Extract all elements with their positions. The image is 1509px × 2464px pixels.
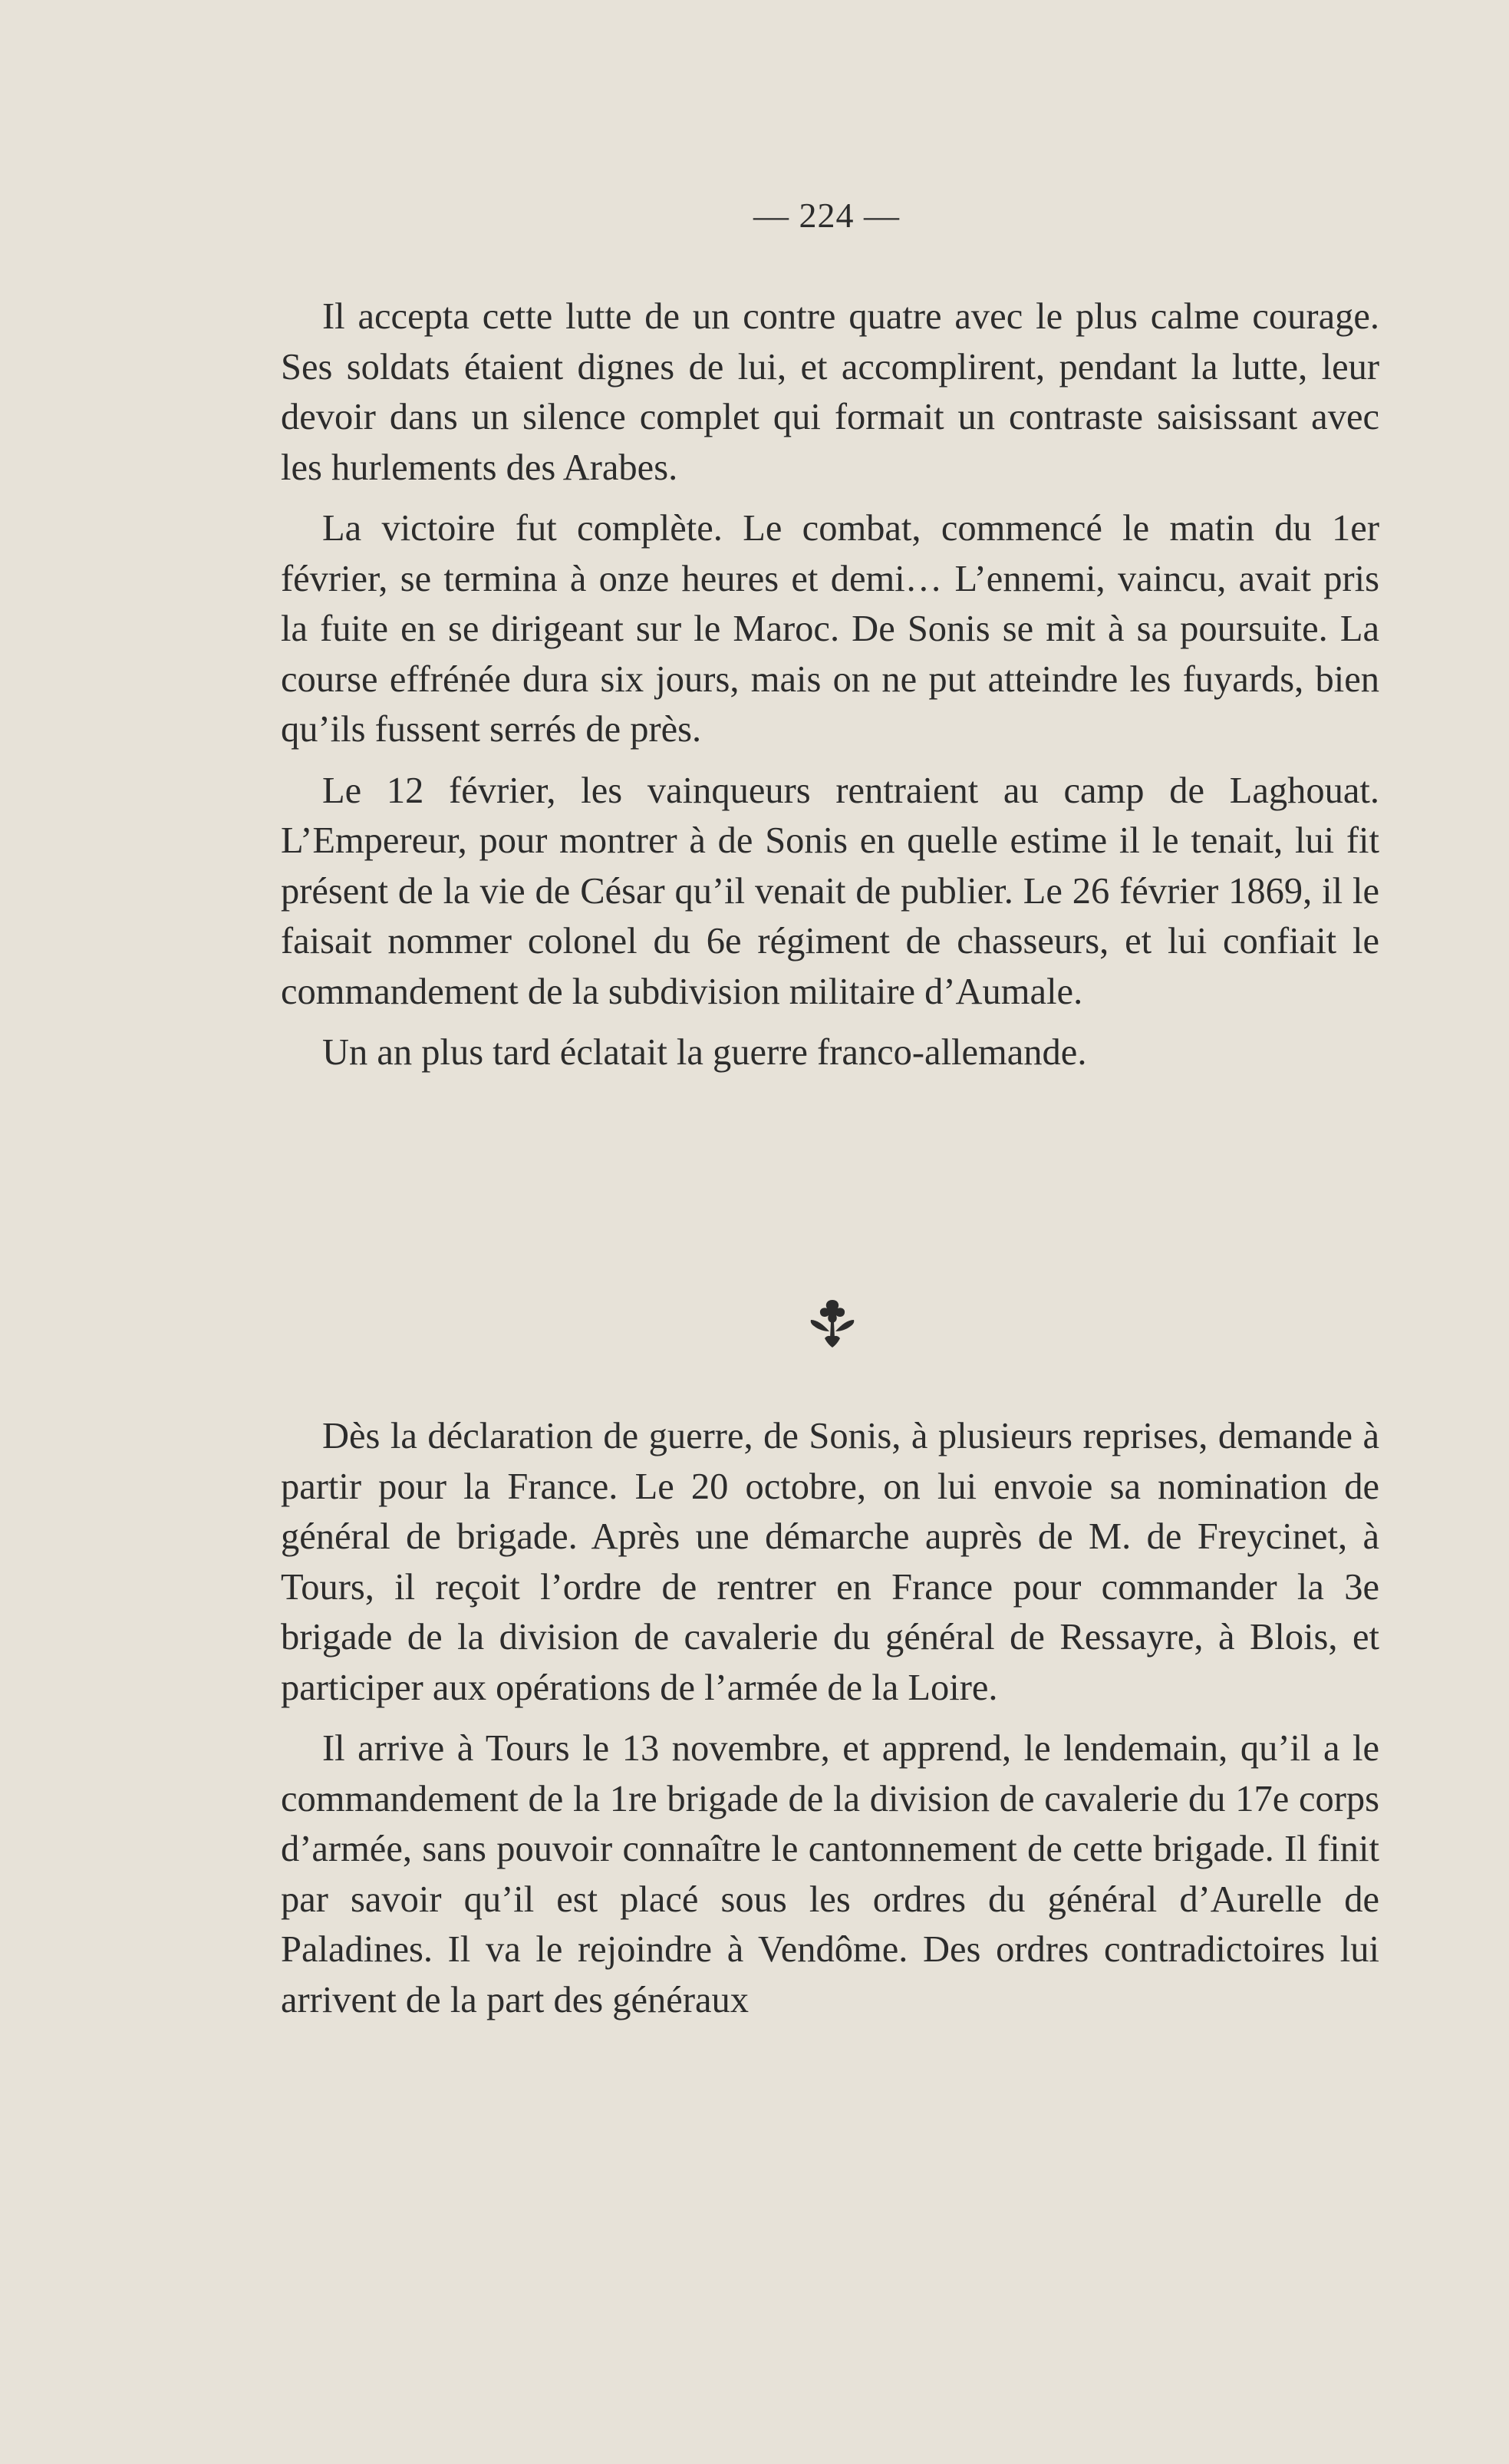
paragraph: La victoire fut complète. Le combat, commencé le matin du 1er février, se termina à onze heures et demi… L’ennemi, vaincu, avait pris la fuite en se dirigeant sur le Maroc. De Sonis se mit à sa poursuite. La course effrénée dura six jours, mais on ne put atteindre les fuyards, bien qu’ils fussent serrés de près. [281, 508, 1379, 750]
paragraph: Il arrive à Tours le 13 novembre, et apprend, le lendemain, qu’il a le commandement de la 1re brigade de la division de cavalerie du 17e corps d’armée, sans pouvoir connaître le cantonnement de cette brigade. Il finit par savoir qu’il est placé sous les ordres du général d’Aurelle de Paladines. Il va le rejoindre à Vendôme. Des ordres contradictoires lui arrivent de la part des généraux [281, 1728, 1379, 2020]
text-section-2 [281, 1411, 1379, 2025]
paragraph: Un an plus tard éclatait la guerre franco-allemande. [322, 1032, 1087, 1073]
page-number: — 224 — [753, 196, 900, 235]
paragraph: Le 12 février, les vainqueurs rentraient au camp de Laghouat. L’Empereur, pour montrer à de Sonis en quelle estime il le tenait, lui fit présent de la vie de César qu’il venait de publier. Le 26 février 1869, il le faisait nommer colonel du 6e régiment de chasseurs, et lui confiait le commandement de la subdivision militaire d’Aumale. [281, 770, 1379, 1012]
text-section-1 [281, 292, 1379, 1078]
fleuron-icon [802, 1297, 863, 1351]
paragraph: Dès la déclaration de guerre, de Sonis, à plusieurs reprises, demande à partir pour la France. Le 20 octobre, on lui envoie sa nomination de général de brigade. Après une démarche auprès de M. de Freycinet, à Tours, il reçoit l’ordre de rentrer en France pour commander la 3e brigade de la division de cavalerie du général de Ressayre, à Blois, et participer aux opérations de l’armée de la Loire. [281, 1416, 1379, 1708]
paragraph: Il accepta cette lutte de un contre quatre avec le plus calme courage. Ses soldats étaient dignes de lui, et accomplirent, pendant la lutte, leur devoir dans un silence complet qui formait un contraste saisissant avec les hurlements des Arabes. [281, 296, 1379, 488]
